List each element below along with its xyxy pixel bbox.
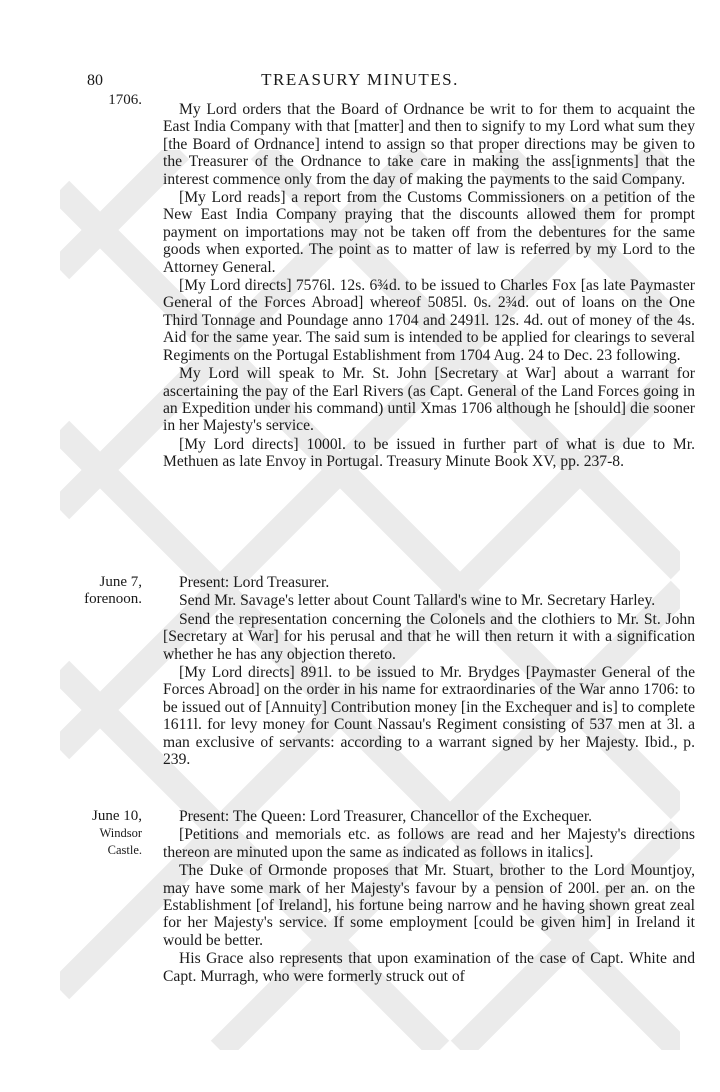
paragraph: Send Mr. Savage's letter about Count Tallard's wine to Mr. Secretary Harley. (179, 592, 656, 610)
margin-date-june-10 (80, 808, 142, 859)
section-june-10-body (163, 808, 695, 986)
margin-line: Windsor (99, 826, 142, 840)
margin-line: 1706. (108, 92, 142, 108)
margin-line: June 7, (99, 574, 142, 590)
paragraph: [My Lord directs] 891l. to be issued to Mr. Brydges [Paymaster General of the Forces Abroad] on the order in his name for extraordinaries of the War anno 1706: to be issued out of [Annuity] Contribution money [in the Exchequer and is] to complete 1611l. for levy money for Count Nassau's Regiment consisting of 537 men at 3l. a man exclusive of servants: according to a warrant signed by her Majesty. Ibid., p. 239. (163, 664, 695, 769)
paragraph: [My Lord directs] 1000l. to be issued in further part of what is due to Mr. Methuen as late Envoy in Portugal. Treasury Minute Book XV, pp. 237-8. (163, 435, 695, 471)
paragraph: My Lord will speak to Mr. St. John [Secretary at War] about a warrant for ascertaining the pay of the Earl Rivers (as Capt. General of the Land Forces going in an Expedition under his command) until Xmas 1706 although he [should] die sooner in her Majesty's service. (163, 365, 695, 435)
margin-line: forenoon. (84, 591, 142, 607)
margin-date-june-7 (80, 574, 142, 608)
paragraph: My Lord orders that the Board of Ordnance be writ to for them to acquaint the East India Company with that [matter] and then to signify to my Lord what sum they [the Board of Ordnance] intend to assign so that proper directions may be given to the Treasurer of the Ordnance to take care in making the ass[ignments] that the interest commence only from the day of making the payments to the said Company. (163, 101, 695, 188)
section-1706-body (163, 101, 695, 472)
paragraph: His Grace also represents that upon examination of the case of Capt. White and Capt. Murragh, who were formerly struck out of (163, 950, 695, 985)
page-number: 80 (87, 72, 103, 89)
margin-line: Castle. (107, 843, 142, 857)
paragraph: Present: The Queen: Lord Treasurer, Chancellor of the Exchequer. (179, 808, 593, 825)
running-title: TREASURY MINUTES. (261, 70, 459, 89)
margin-line: June 10, (92, 808, 142, 824)
margin-date-1706 (80, 92, 142, 109)
paragraph: Send the representation concerning the Colonels and the clothiers to Mr. St. John [Secretary at War] for his perusal and that he will then return it with a signification whether he has any objection thereto. (163, 610, 695, 663)
paragraph: [My Lord directs] 7576l. 12s. 6¾d. to be issued to Charles Fox [as late Paymaster General of the Forces Abroad] whereof 5085l. 0s. 2¾d. out of loans on the One Third Tonnage and Poundage anno 1704 and 2491l. 12s. 4d. out of money of the 4s. Aid for the same year. The said sum is intended to be applied for clearings to several Regiments on the Portugal Establishment from 1704 Aug. 24 to Dec. 23 following. (163, 277, 695, 364)
paragraph: [My Lord reads] a report from the Customs Commissioners on a petition of the New East India Company praying that the discounts allowed them for prompt payment on importations may not be taken off from the debentures for the same goods when exported. The point as to matter of law is referred by my Lord to the Attorney General. (163, 189, 695, 276)
paragraph: Present: Lord Treasurer. (179, 574, 330, 591)
section-june-7-body (163, 574, 695, 769)
paragraph: [Petitions and memorials etc. as follows are read and her Majesty's directions thereon are minuted upon the same as indicated as follows in italics]. (163, 826, 695, 861)
paragraph: The Duke of Ormonde proposes that Mr. Stuart, brother to the Lord Mountjoy, may have some mark of her Majesty's favour by a pension of 200l. per an. on the Establishment [of Ireland], his fortune being narrow and he having shown great zeal for her Majesty's service. If some employment [could be given him] in Ireland it would be better. (163, 862, 695, 949)
